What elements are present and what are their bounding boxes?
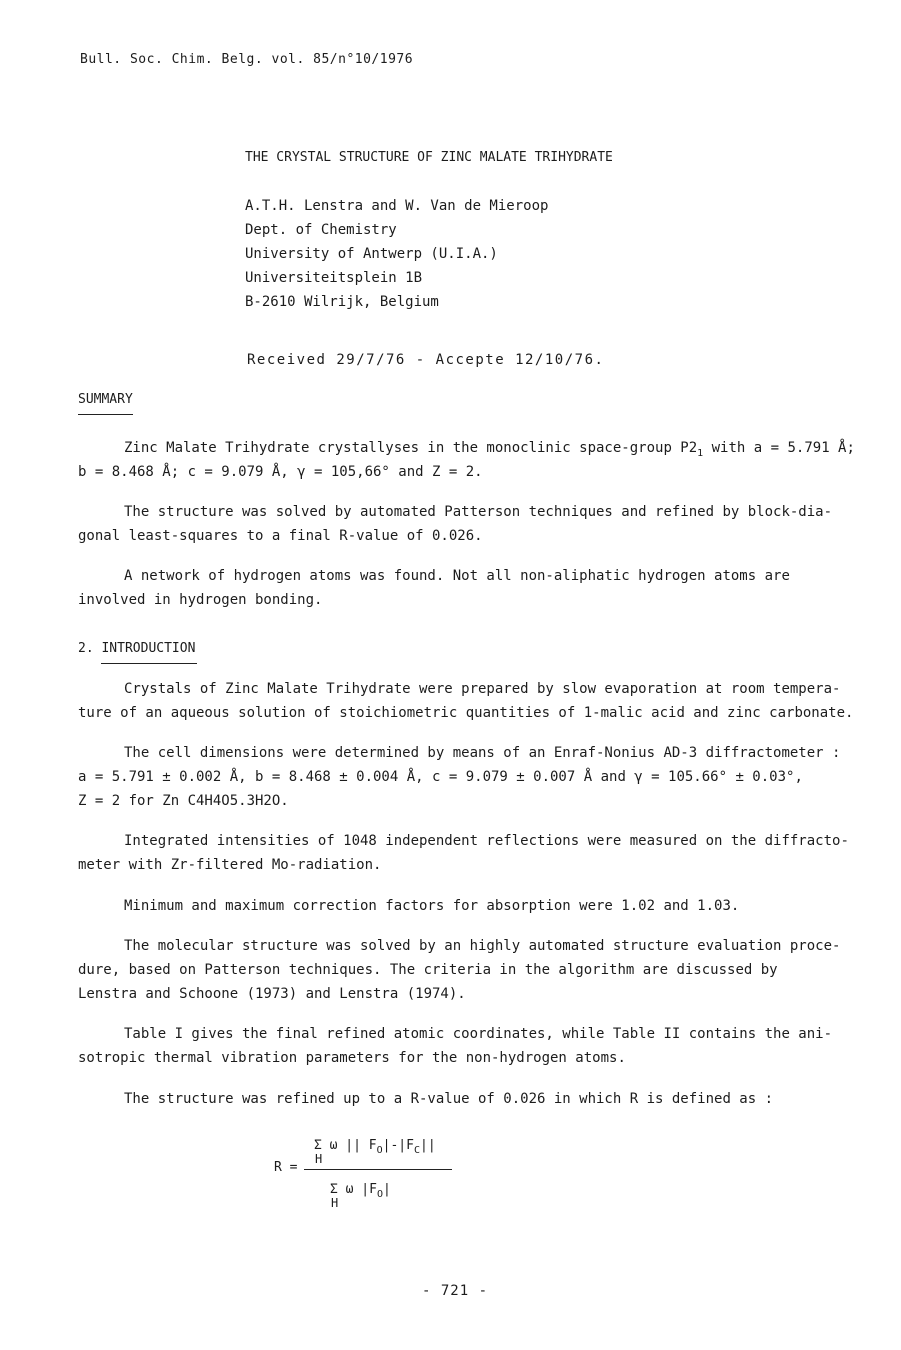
affiliation-street: Universiteitsplein 1B [245,270,423,286]
formula-lhs: R = [274,1160,298,1175]
intro-p1-line1: Crystals of Zinc Malate Trihydrate were prepared by slow evaporation at room tempera- [124,681,841,697]
intro-p6-line2: sotropic thermal vibration parameters for the non-hydrogen atoms. [78,1050,626,1066]
intro-p2-line1: The cell dimensions were determined by means of an Enraf-Nonius AD-3 diffractometer : [124,745,841,761]
affiliation-university: University of Antwerp (U.I.A.) [245,246,498,262]
intro-p5-line3: Lenstra and Schoone (1973) and Lenstra (1974). [78,986,466,1002]
summary-p2-line1: The structure was solved by automated Patterson techniques and refined by block-dia- [124,504,833,520]
journal-reference: Bull. Soc. Chim. Belg. vol. 85/n°10/1976 [80,52,414,67]
formula-fraction-bar [304,1169,452,1170]
summary-heading: SUMMARY [78,392,133,407]
intro-p2-line2: a = 5.791 ± 0.002 Å, b = 8.468 ± 0.004 Å, c = 9.079 ± 0.007 Å and γ = 105.66° ± 0.03°, [78,769,803,785]
formula-numerator: Σ ω || $F_O|-|F_C||$ [314,1138,436,1156]
intro-p2-line3: Z = 2 for Zn C4H4O5.3H2O. [78,793,289,809]
intro-p3-line2: meter with Zr-filtered Mo-radiation. [78,857,382,873]
formula-denominator: Σ ω $|F_O|$ [330,1182,391,1200]
affiliation-dept: Dept. of Chemistry [245,222,397,238]
summary-p3-line2: involved in hydrogen bonding. [78,592,323,608]
intro-underline [101,663,197,664]
affiliation-city: B-2610 Wilrijk, Belgium [245,294,439,310]
summary-underline [78,414,133,415]
intro-p5-line1: The molecular structure was solved by an highly automated structure evaluation proce- [124,938,841,954]
authors: A.T.H. Lenstra and W. Van de Mieroop [245,198,549,214]
intro-heading: 2. INTRODUCTION [78,641,196,656]
intro-p5-line2: dure, based on Patterson techniques. The criteria in the algorithm are discussed by [78,962,778,978]
paper-title: THE CRYSTAL STRUCTURE OF ZINC MALATE TRIHYDRATE [245,150,613,165]
page-number: - 721 - [422,1283,489,1299]
intro-p1-line2: ture of an aqueous solution of stoichiometric quantities of 1-malic acid and zinc carbonate. [78,705,854,721]
summary-p2-line2: gonal least-squares to a final R-value of 0.026. [78,528,483,544]
summary-p3-line1: A network of hydrogen atoms was found. Not all non-aliphatic hydrogen atoms are [124,568,790,584]
formula-denominator-h: H [331,1196,339,1210]
formula-numerator-h: H [315,1152,323,1166]
intro-p6-line1: Table I gives the final refined atomic coordinates, while Table II contains the ani- [124,1026,833,1042]
received-date: Received 29/7/76 - Accepte 12/10/76. [247,352,605,368]
intro-p7-line1: The structure was refined up to a R-value of 0.026 in which R is defined as : [124,1091,774,1107]
intro-p4-line1: Minimum and maximum correction factors for absorption were 1.02 and 1.03. [124,898,740,914]
intro-p3-line1: Integrated intensities of 1048 independent reflections were measured on the diffracto- [124,833,849,849]
summary-p1-line2: b = 8.468 Å; c = 9.079 Å, γ = 105,66° and Z = 2. [78,464,483,480]
summary-p1-line1: Zinc Malate Trihydrate crystallyses in the monoclinic space-group $P2_1$ with a = 5.791 Å; [124,440,855,459]
